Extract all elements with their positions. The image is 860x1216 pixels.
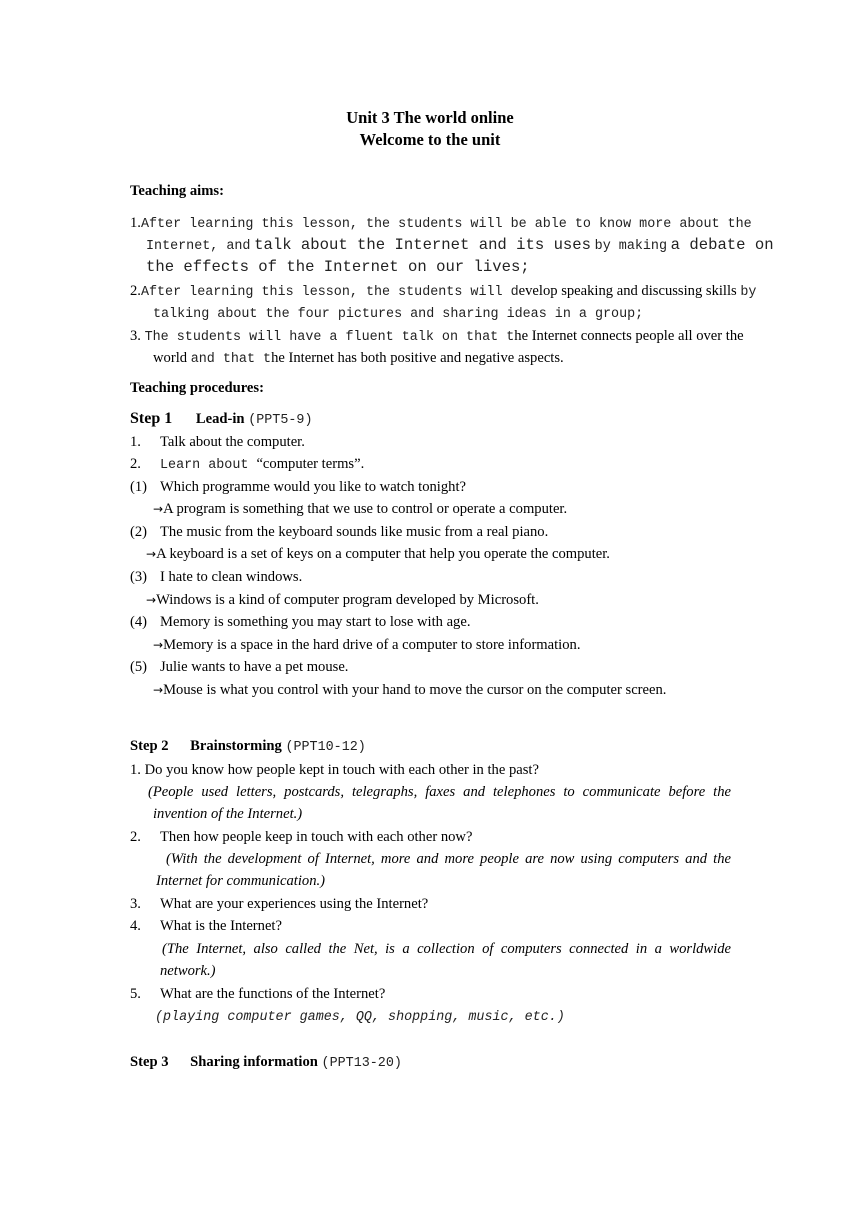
aim-3-text-1a: The students will have a fluent talk on that t xyxy=(144,330,515,345)
aim-2-line-2 xyxy=(153,304,643,324)
step-2-ppt: (PPT10-12) xyxy=(285,740,366,755)
term-1-answer-text: A program is something that we use to control or operate a computer. xyxy=(163,501,568,517)
arrow-icon: → xyxy=(153,502,164,516)
arrow-icon: → xyxy=(153,638,164,652)
aim-1-text-2a: Internet, and xyxy=(146,239,251,254)
step-2-question-4-number: 4. xyxy=(130,918,141,934)
term-3-answer-text: Windows is a kind of computer program developed by Microsoft. xyxy=(156,592,539,608)
step-1-point-2-number: 2. xyxy=(130,456,141,472)
step-1-point-1-text: Talk about the computer. xyxy=(160,434,305,450)
step-2-answer-2-line-1: (With the development of Internet, more and more people are now using computers and the xyxy=(166,851,731,867)
term-5-answer-text: Mouse is what you control with your hand to move the cursor on the computer screen. xyxy=(163,682,667,698)
aim-3-line-1 xyxy=(130,327,744,347)
aim-3-text-2b: and that t xyxy=(190,352,272,367)
term-5-question-text: Julie wants to have a pet mouse. xyxy=(160,659,349,675)
term-4-number: (4) xyxy=(130,614,148,630)
step-1-point-1 xyxy=(130,433,305,451)
step-1-point-2 xyxy=(130,455,365,473)
aim-1-text-2d: a debate on xyxy=(670,236,774,254)
term-2-number: (2) xyxy=(130,524,148,540)
step-3-title: Sharing information xyxy=(190,1054,318,1070)
step-2-answer-4-line-2: network.) xyxy=(160,963,216,979)
step-1-title: Lead-in xyxy=(195,411,245,427)
step-2-answer-4-line-1: (The Internet, also called the Net, is a collection of computers connected in a worldwide xyxy=(162,941,731,957)
aim-2-text-1b: evelop speaking and discussing skills xyxy=(518,283,737,299)
term-3-question xyxy=(130,568,303,586)
step-2-answer-5-text: (playing computer games, QQ, shopping, music, etc.) xyxy=(155,1010,565,1025)
step-2-question-5-number: 5. xyxy=(130,986,141,1002)
step-2-question-3-number: 3. xyxy=(130,896,141,912)
step-3-ppt: (PPT13-20) xyxy=(321,1056,402,1071)
step-2-label: Step 2 xyxy=(130,738,169,754)
arrow-icon: → xyxy=(146,593,157,607)
step-2-question-1: 1. Do you know how people kept in touch with each other in the past? xyxy=(130,762,539,778)
step-1-ppt: (PPT5-9) xyxy=(248,413,313,428)
step-1-heading xyxy=(130,409,313,431)
step-2-question-4 xyxy=(130,917,282,935)
aim-3-line-2 xyxy=(153,349,564,369)
aim-1-text-2b: talk about the Internet and its uses xyxy=(254,236,592,254)
aim-3-text-2a: world xyxy=(153,350,188,366)
step-2-question-5-text: What are the functions of the Internet? xyxy=(160,986,386,1002)
step-2-question-2-text: Then how people keep in touch with each other now? xyxy=(160,829,473,845)
document-title: Unit 3 The world online xyxy=(346,108,514,127)
step-2-answer-1-line-1: (People used letters, postcards, telegraphs, faxes and telephones to communicate before the xyxy=(148,784,731,800)
aim-3-number: 3. xyxy=(130,328,141,344)
aim-1-number: 1. xyxy=(130,215,141,231)
term-1-answer xyxy=(153,500,567,518)
step-1-label: Step 1 xyxy=(130,410,173,427)
step-2-question-3 xyxy=(130,895,429,913)
step-2-heading xyxy=(130,737,366,757)
aim-2-text-1a: After learning this lesson, the students will d xyxy=(140,285,519,300)
term-2-answer-text: A keyboard is a set of keys on a computer that help you operate the computer. xyxy=(156,546,610,562)
term-2-question xyxy=(130,523,549,541)
aim-2-text-1c: by xyxy=(740,285,757,300)
step-1-point-2-text-b: “computer terms”. xyxy=(256,456,365,472)
aim-1-text-1: After learning this lesson, the students will be able to know more about the xyxy=(140,217,752,232)
step-2-answer-2-line-2: Internet for communication.) xyxy=(156,873,326,889)
step-2-answer-5 xyxy=(155,1007,565,1027)
term-3-question-text: I hate to clean windows. xyxy=(160,569,303,585)
term-4-answer-text: Memory is a space in the hard drive of a computer to store information. xyxy=(163,637,581,653)
aim-2-number: 2. xyxy=(130,283,141,299)
step-2-question-2-number: 2. xyxy=(130,829,141,845)
step-2-question-2 xyxy=(130,828,473,846)
term-1-question xyxy=(130,478,466,496)
step-3-heading xyxy=(130,1053,402,1073)
step-2-question-5 xyxy=(130,985,386,1003)
aim-1-line-2 xyxy=(146,236,774,256)
term-2-answer xyxy=(146,545,610,563)
term-5-answer xyxy=(153,681,666,699)
arrow-icon: → xyxy=(153,683,164,697)
step-1-point-1-number: 1. xyxy=(130,434,141,450)
term-5-question xyxy=(130,658,349,676)
step-1-point-2-text-a: Learn about xyxy=(160,458,257,473)
aim-1-line-1 xyxy=(130,214,752,234)
term-1-question-text: Which programme would you like to watch tonight? xyxy=(160,479,466,495)
term-4-question-text: Memory is something you may start to lose with age. xyxy=(160,614,471,630)
term-1-number: (1) xyxy=(130,479,148,495)
term-4-question xyxy=(130,613,471,631)
aims-heading: Teaching aims: xyxy=(130,183,224,199)
term-3-number: (3) xyxy=(130,569,148,585)
step-2-question-3-text: What are your experiences using the Internet? xyxy=(160,896,429,912)
term-2-question-text: The music from the keyboard sounds like music from a real piano. xyxy=(160,524,549,540)
step-2-title: Brainstorming xyxy=(190,738,282,754)
aim-1-text-3: the effects of the Internet on our lives; xyxy=(146,258,530,276)
aim-2-text-2: talking about the four pictures and sharing ideas in a group; xyxy=(153,307,644,322)
procedures-heading: Teaching procedures: xyxy=(130,380,264,396)
step-3-label: Step 3 xyxy=(130,1054,169,1070)
term-5-number: (5) xyxy=(130,659,148,675)
term-4-answer xyxy=(153,636,580,654)
step-2-answer-1-line-2: invention of the Internet.) xyxy=(153,806,303,822)
aim-3-text-1b: he Internet connects people all over the xyxy=(514,328,744,344)
term-3-answer xyxy=(146,591,539,609)
arrow-icon: → xyxy=(146,547,157,561)
aim-3-text-2c: he Internet has both positive and negative aspects. xyxy=(271,350,564,366)
aim-1-line-3 xyxy=(146,258,530,276)
step-2-question-4-text: What is the Internet? xyxy=(160,918,282,934)
aim-1-text-2c: by making xyxy=(594,239,667,254)
document-subtitle: Welcome to the unit xyxy=(359,130,501,149)
aim-2-line-1 xyxy=(130,282,756,302)
